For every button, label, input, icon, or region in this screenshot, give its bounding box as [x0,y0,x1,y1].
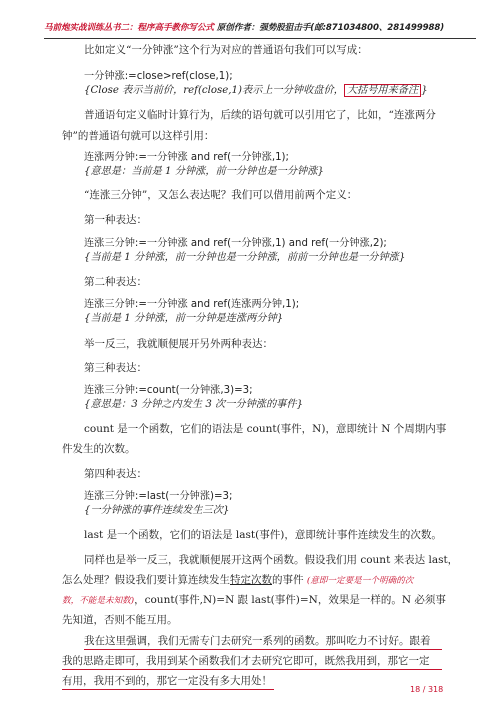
paragraph-line: last 是一个函数，它们的语法是 last(事件)，意即统计事件连续发生的次数。 [84,529,442,541]
header-divider [44,38,476,39]
code-line: 连涨两分钟:=一分钟涨 and ref(一分钟涨,1); [84,152,289,163]
paragraph-line: 怎么处理？假设我们要计算连续发生特定次数的事件 (意即一定要是一个明确的次 [62,574,414,586]
section-label: 第四种表达： [84,468,147,480]
section-label: 第二种表达： [84,276,147,288]
comment-line: {当前是 1 分钟涨，前一分钟也是一分钟涨，前前一分钟也是一分钟涨} [84,252,406,263]
comment-line: {意思是：3 分钟之内发生 3 次一分钟涨的事件} [84,399,304,410]
code-line: 连涨三分钟:=一分钟涨 and ref(连涨两分钟,1); [84,299,300,310]
section-label: 第一种表达： [84,214,147,226]
paragraph-line: 同样也是举一反三，我就顺便展开这两个函数。假设我们用 count 来表达 last， [84,554,459,566]
paragraph-line: 先知道，否则不能互用。 [62,614,178,626]
red-note: 数，不能是未知数) [62,596,135,606]
section-label: 第三种表达： [84,362,147,374]
code-line: 连涨三分钟:=一分钟涨 and ref(一分钟涨,1) and ref(一分钟涨,2); [84,238,387,249]
author-label: 原创作者： [216,23,260,33]
paragraph-line: 数，不能是未知数)，count(事件,N)=N 跟 last(事件)=N，效果是一样的。N 必须事 [62,594,446,606]
comment-line: {意思是：当前是 1 分钟涨，前一分钟也是一分钟涨} [84,166,324,177]
comment-line: {Close 表示当前价，ref(close,1)表示上一分钟收盘价， 大括号用来备注 } [84,85,428,96]
code-line: 连涨三分钟:=count(一分钟涨,3)=3; [84,385,253,396]
paragraph-line: 钟”的普通语句就可以这样引用： [62,130,215,142]
emphasis-line: 有用，我用不到的，那它一定没有多大用处！ [62,675,272,687]
red-underline [62,669,442,670]
paragraph-line: 件发生的次数。 [62,443,136,455]
page-number: 18 / 318 [410,685,444,694]
series-title: 马前炮实战训练丛书二：程序高手教你写公式 [44,23,214,33]
paragraph-line: 普通语句定义临时计算行为，后续的语句就可以引用它了，比如，“连涨两分 [84,109,436,121]
highlight-box: 大括号用来备注 [344,84,421,97]
page-header [44,21,474,35]
emphasis-line: 我的思路走即可，我用到某个函数我们才去研究它即可，既然我用到，那它一定 [62,655,430,667]
red-note: (意即一定要是一个明确的次 [306,576,414,586]
paragraph-line: 举一反三，我就顺便展开另外两种表达： [84,338,273,350]
emphasis-line: 我在这里强调，我们无需专门去研究一系列的函数。那叫吃力不讨好。跟着 [84,635,431,647]
paragraph-line: count 是一个函数，它们的语法是 count(事件，N)，意即统计 N 个周期内事 [84,423,447,435]
code-line: 连涨三分钟:=last(一分钟涨)=3; [84,491,233,502]
comment-line: {一分钟涨的事件连续发生三次} [84,505,230,516]
red-underline [62,689,274,690]
underlined-text: 特定次数 [230,574,272,586]
comment-line: {当前是 1 分钟涨，前一分钟是连涨两分钟} [84,313,284,324]
paragraph-line: “连涨三分钟”，又怎么表达呢？我们可以借用前两个定义： [84,189,358,201]
author-name: 强势股狙击手(邮:871034800、281499988) [259,23,445,33]
red-underline [84,649,442,650]
paragraph-line: 比如定义“一分钟涨”这个行为对应的普通语句我们可以写成： [84,44,368,56]
code-line: 一分钟涨:=close>ref(close,1); [84,71,233,82]
